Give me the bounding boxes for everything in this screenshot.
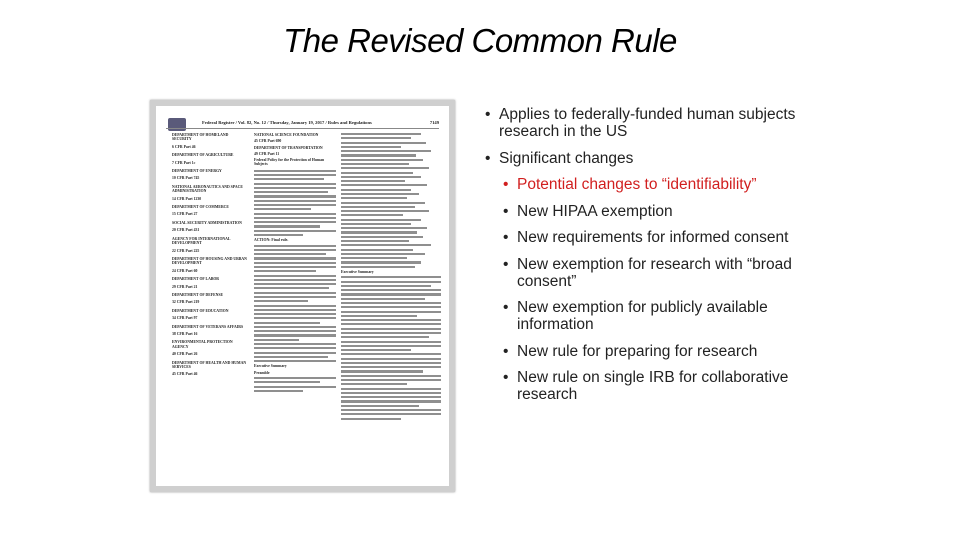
federal-register-logo bbox=[168, 118, 186, 131]
cfr-part: 49 CFR Part 11 bbox=[254, 151, 280, 156]
cfr-part: 22 CFR Part 225 bbox=[172, 248, 200, 253]
bullet-item: • New HIPAA exemption bbox=[493, 203, 805, 220]
document-page bbox=[156, 106, 449, 486]
cfr-part: 15 CFR Part 27 bbox=[172, 212, 198, 217]
bullet-item: • New rule on single IRB for collaborative research bbox=[493, 369, 805, 403]
agency-heading: DEPARTMENT OF VETERANS AFFAIRS bbox=[172, 324, 244, 329]
cfr-part: 14 CFR Part 1230 bbox=[172, 196, 202, 201]
bullet-item: • Significant changes bbox=[475, 150, 805, 167]
cfr-part: 34 CFR Part 97 bbox=[172, 316, 198, 321]
cfr-part: 45 CFR Part 690 bbox=[254, 139, 282, 144]
document-header: Federal Register / Vol. 82, No. 12 / Thursday, January 19, 2017 / Rules and Regulations bbox=[202, 120, 372, 125]
bullet-item: • New rule for preparing for research bbox=[493, 343, 805, 360]
agency-heading: NATIONAL SCIENCE FOUNDATION bbox=[254, 133, 319, 137]
cfr-part: 7 CFR Part 1c bbox=[172, 160, 196, 165]
document-column-contents bbox=[341, 133, 441, 476]
cfr-part: 40 CFR Part 26 bbox=[172, 352, 198, 357]
cfr-part: 10 CFR Part 745 bbox=[172, 176, 200, 181]
cfr-part: 6 CFR Part 46 bbox=[172, 144, 196, 149]
action-line: ACTION: Final rule. bbox=[254, 238, 289, 243]
federal-register-page-image bbox=[150, 100, 455, 492]
document-column-agencies bbox=[172, 133, 248, 476]
section-heading: Executive Summary bbox=[341, 270, 374, 274]
bullet-item: • Applies to federally-funded human subjects research in the US bbox=[475, 106, 805, 140]
agency-heading: DEPARTMENT OF ENERGY bbox=[172, 169, 222, 174]
text-lines bbox=[254, 245, 336, 363]
agency-heading: DEPARTMENT OF AGRICULTURE bbox=[172, 153, 234, 158]
section-heading: Executive Summary bbox=[254, 364, 287, 369]
agency-heading: DEPARTMENT OF EDUCATION bbox=[172, 308, 229, 313]
rule-title: Federal Policy for the Protection of Human Subjects bbox=[254, 158, 325, 167]
text-lines bbox=[341, 276, 441, 419]
document-column-summary bbox=[254, 133, 336, 476]
agency-heading: DEPARTMENT OF COMMERCE bbox=[172, 205, 229, 210]
header-divider bbox=[166, 128, 439, 129]
text-lines bbox=[341, 133, 441, 268]
document-page-number: 7149 bbox=[429, 120, 439, 125]
text-lines bbox=[254, 377, 336, 392]
agency-heading: DEPARTMENT OF LABOR bbox=[172, 277, 220, 282]
cfr-part: 29 CFR Part 21 bbox=[172, 284, 198, 289]
text-lines bbox=[254, 170, 336, 236]
agency-heading: SOCIAL SECURITY ADMINISTRATION bbox=[172, 220, 242, 225]
agency-heading: ENVIRONMENTAL PROTECTION AGENCY bbox=[172, 340, 233, 349]
cfr-part: 24 CFR Part 60 bbox=[172, 268, 198, 273]
agency-heading: AGENCY FOR INTERNATIONAL DEVELOPMENT bbox=[172, 236, 231, 246]
agency-heading: DEPARTMENT OF HOMELAND SECURITY bbox=[172, 133, 229, 142]
cfr-part: 45 CFR Part 46 bbox=[172, 372, 198, 377]
slide-title: The Revised Common Rule bbox=[283, 22, 677, 59]
section-heading: Preamble bbox=[254, 370, 270, 375]
bullet-item: • New requirements for informed consent bbox=[493, 229, 805, 246]
bullet-item-highlight: • Potential changes to “identifiability” bbox=[493, 176, 805, 193]
agency-heading: DEPARTMENT OF DEFENSE bbox=[172, 292, 224, 297]
bullet-item: • New exemption for research with “broad consent” bbox=[493, 256, 805, 290]
bullet-list bbox=[475, 106, 805, 413]
agency-heading: DEPARTMENT OF HEALTH AND HUMAN SERVICES bbox=[172, 360, 247, 369]
agency-heading: DEPARTMENT OF TRANSPORTATION bbox=[254, 145, 323, 150]
agency-heading: NATIONAL AERONAUTICS AND SPACE ADMINISTRATION bbox=[172, 184, 243, 194]
cfr-part: 32 CFR Part 219 bbox=[172, 300, 200, 305]
cfr-part: 38 CFR Part 16 bbox=[172, 331, 198, 336]
agency-heading: DEPARTMENT OF HOUSING AND URBAN DEVELOPMENT bbox=[172, 256, 247, 266]
cfr-part: 20 CFR Part 431 bbox=[172, 228, 200, 233]
bullet-item: • New exemption for publicly available information bbox=[493, 299, 805, 333]
